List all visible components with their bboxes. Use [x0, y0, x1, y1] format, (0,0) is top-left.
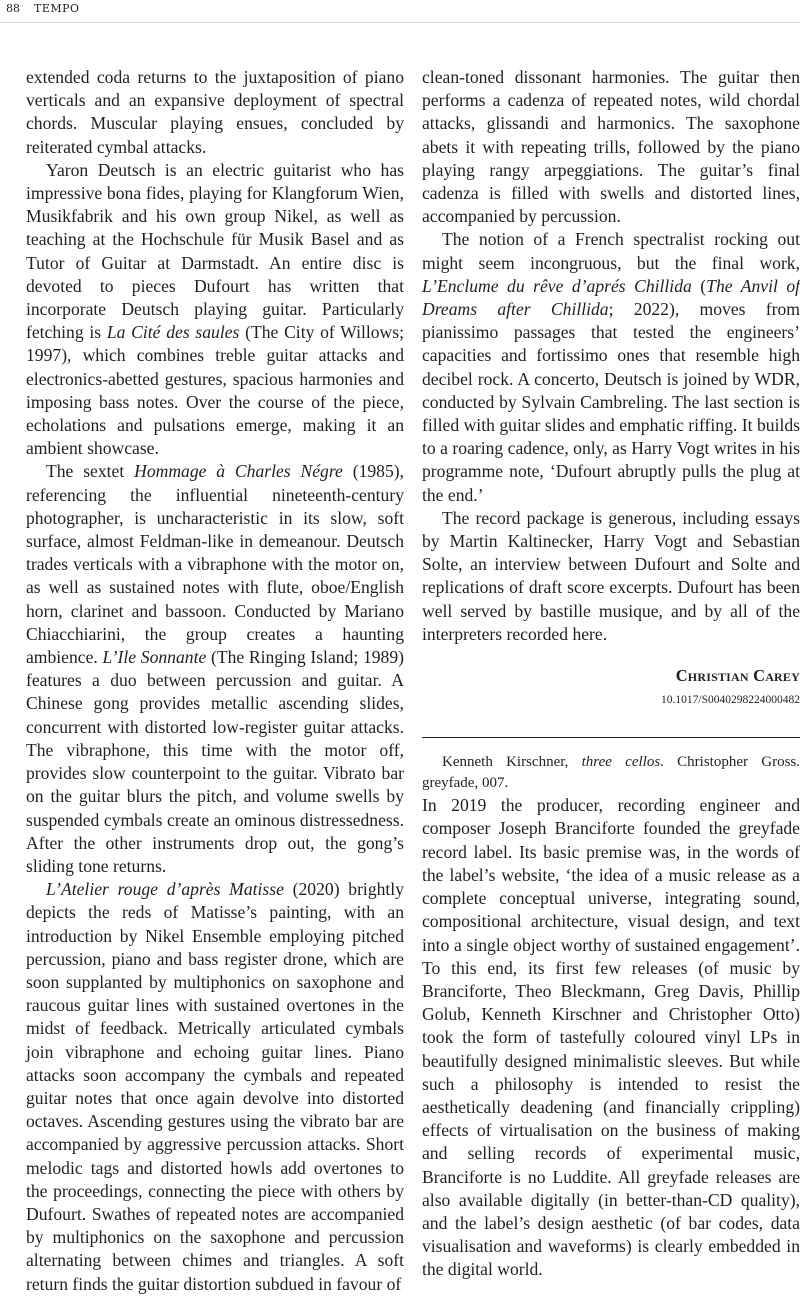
paragraph: Yaron Deutsch is an electric guitarist who has impressive bona fides, playing for Klangforum Wien, Musikfabrik and his own group Nikel, as well as teaching at the Hochschule für Musik Basel and as Tutor of Guitar at Darmstadt. An entire disc is devoted to pieces Dufourt has written that incorporate Deutsch playing guitar. Particularly fetching is La Cité des saules (The City of Willows; 1997), which combines treble guitar attacks and electronics-abetted gestures, spacious harmonies and imposing bass notes. Over the course of the piece, echolations and pulsations emerge, making it an ambient showcase. [26, 159, 404, 459]
work-title: L’Ile Sonnante [102, 647, 207, 668]
paragraph: In 2019 the producer, recording engineer and composer Joseph Branciforte founded the greyfade record label. Its basic premise was, in the words of the label’s website, ‘the idea of a music release as a complete conceptual universe, integrating sound, compositional architecture, visual design, and text into a single object worthy of sustained engagement’. To this end, its first few releases (of music by Branciforte, Theo Bleckmann, Greg Davis, Phillip Golub, Kenneth Kirschner and Christopher Otto) took the form of tastefully coloured vinyl LPs in beautifully designed minimalistic sleeves. But while such a philosophy is intended to resist the aesthetically deadening (and financially crippling) effects of virtualisation on the business of making and selling records of experimental music, Branciforte is no Luddite. All greyfade releases are also available digitally (in better-than-CD quality), and the label’s design aesthetic (of bar codes, data visualisation and waveforms) is clearly embedded in the digital world. [422, 795, 800, 1280]
paragraph: L’Atelier rouge d’après Matisse (2020) brightly depicts the reds of Matisse’s painting, with an introduction by Nikel Ensemble employing pitched percussion, piano and bass register drone, which are soon supplanted by multiphonics on saxophone and raucous guitar lines with sustained overtones in the midst of feedback. Metrically articulated cymbals join vibraphone and echoing guitar lines. Piano attacks soon accompany the cymbals and repeated guitar notes that once again devolve into distorted octaves. Ascending gestures using the vibrato bar are accompanied by aggressive percussion attacks. Short melodic tags and distorted howls add overtones to the proceedings, connecting the piece with others by Dufourt. Swathes of repeated notes are accompanied by multiphonics on the saxophone and percussion alternating between chimes and triangles. A soft return finds the guitar distortion subdued in favour of [26, 879, 404, 1294]
running-head [0, 0, 800, 23]
right-column [422, 66, 800, 1282]
album-title: three cellos [581, 754, 661, 771]
section-divider [422, 737, 800, 738]
work-title: L’Atelier rouge d’après Matisse [46, 879, 284, 900]
review-heading: Kenneth Kirschner, three cellos. Christopher Gross. greyfade, 007. [422, 754, 800, 792]
work-title: La Cité des saules [106, 322, 240, 343]
paragraph: The sextet Hommage à Charles Négre (1985), referencing the influential nineteenth-century photographer, is uncharacteristic in its slow, soft surface, almost Feldman-like in demeanour. Deutsch trades verticals with a vibraphone with the motor on, as well as sustained notes with flute, oboe/English horn, clarinet and bassoon. Conducted by Mariano Chiacchiarini, the group creates a haunting ambience. L’Ile Sonnante (The Ringing Island; 1989) features a duo between percussion and guitar. A Chinese gong provides metallic ascending slides, concurrent with distorted low-register guitar attacks. The vibraphone, this time with the motor off, provides slow counterpoint to the guitar. Vibrato bar on the guitar blurs the pitch, and volume swells by suspended cymbals create an ominous distressedness. After the other instruments drop out, the gong’s sliding tone returns. [26, 461, 405, 876]
left-column [26, 66, 404, 1296]
work-title: Hommage à Charles Négre [134, 461, 343, 482]
paragraph: The record package is generous, including essays by Martin Kaltinecker, Harry Vogt and Sebastian Solte, an interview between Dufourt and Solte and replications of draft score excerpts. Dufourt has been well served by bastille musique, and by all of the interpreters recorded here. [422, 507, 800, 644]
paragraph: clean-toned dissonant harmonies. The guitar then performs a cadenza of repeated notes, wild chordal attacks, glissandi and harmonics. The saxophone abets it with repeating trills, followed by the piano playing rangy arpeggiations. The guitar’s final cadenza is filled with swells and distorted lines, accompanied by percussion. [422, 67, 800, 227]
journal-title: TEMPO [34, 2, 80, 15]
work-title: The Anvil of Dreams after Chillida [422, 275, 800, 320]
paragraph: The notion of a French spectralist rocking out might seem incongruous, but the final work, L’Enclume du rêve d’aprés Chillida (The Anvil of Dreams after Chillida; 2022), moves from pianissimo passages that tested the engineers’ capacities and fortissimo ones that resemble high decibel rock. A concerto, Deutsch is joined by WDR, conducted by Sylvain Cambreling. The last section is filled with guitar slides and emphatic riffing. It builds to a roaring cadence, only, as Harry Vogt writes in his programme note, ‘Dufourt abruptly pulls the plug at the end.’ [422, 229, 800, 505]
page-number: 88 [6, 2, 20, 15]
reviewer-signature: Christian Carey [675, 666, 800, 686]
work-title: L’Enclume du rêve d’aprés Chillida [422, 275, 692, 296]
doi-link[interactable]: 10.1017/S0040298224000482 [661, 694, 800, 707]
paragraph: extended coda returns to the juxtaposition of piano verticals and an expansive deployment of spectral chords. Muscular playing ensues, concluded by reiterated cymbal attacks. [26, 67, 404, 157]
